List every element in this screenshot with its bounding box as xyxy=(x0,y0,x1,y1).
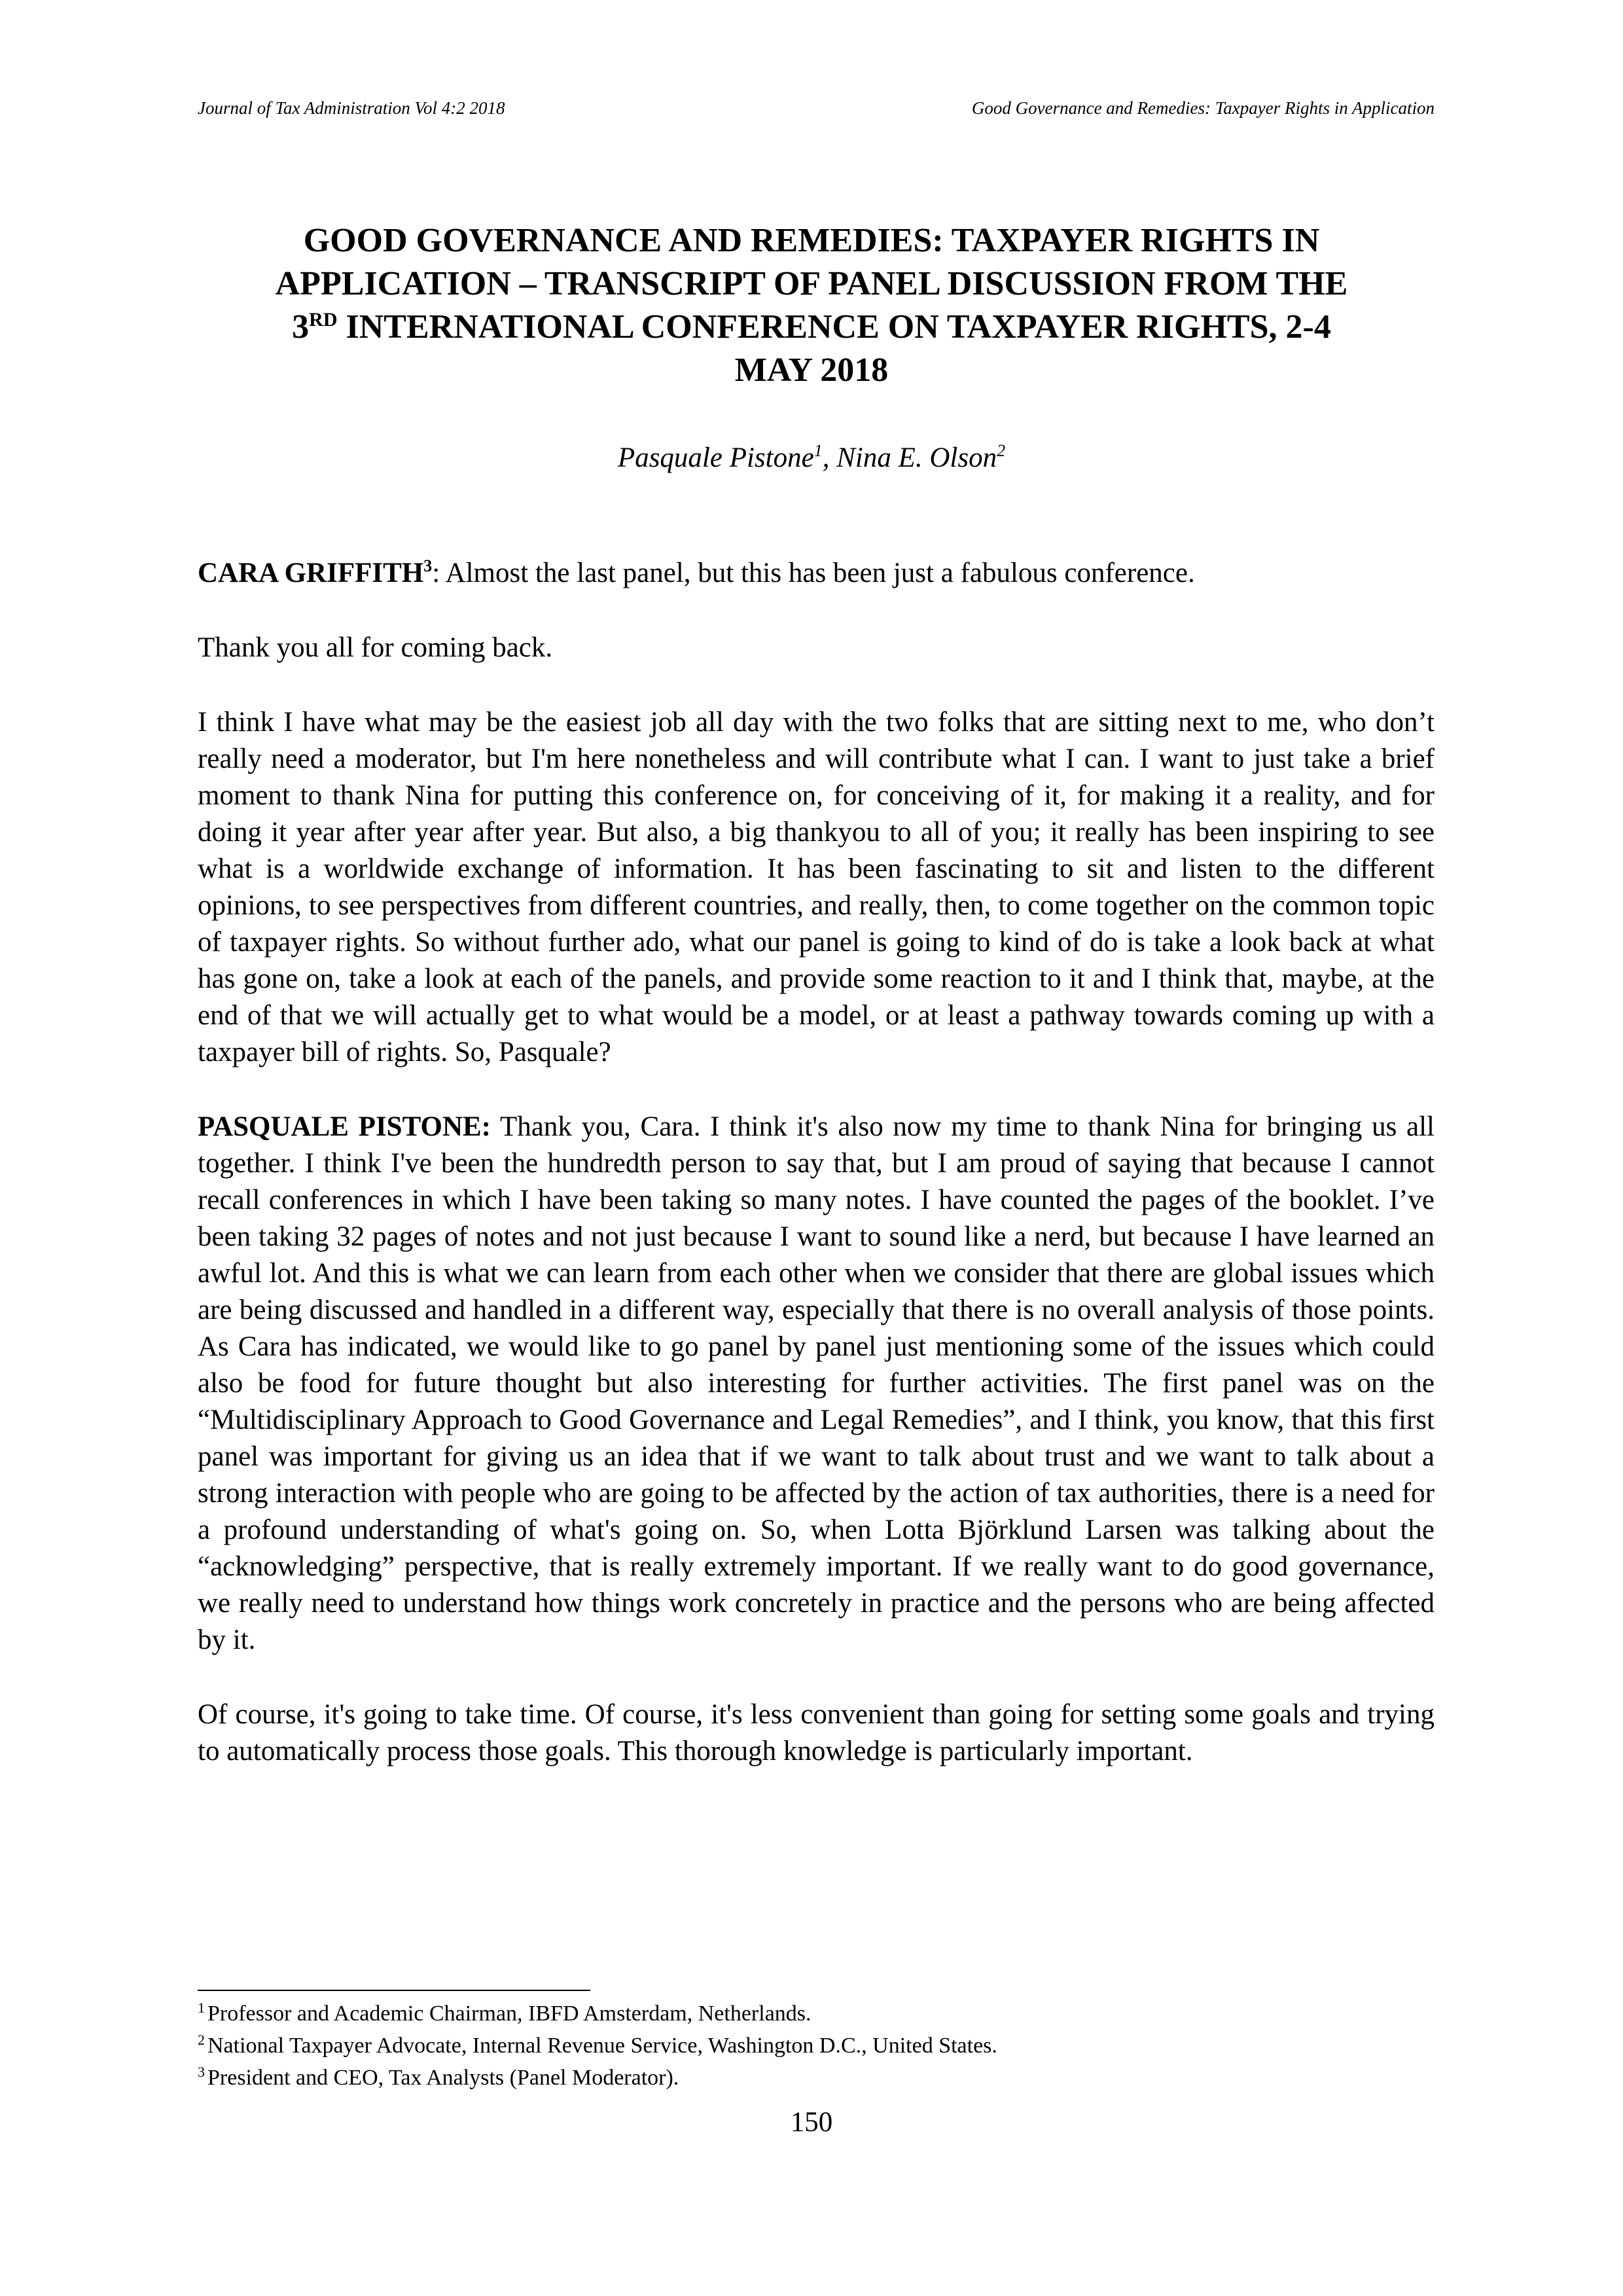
paragraph-text: : Almost the last panel, but this has been just a fabulous conference. xyxy=(432,558,1195,588)
footnote-ref[interactable]: 2 xyxy=(997,441,1006,460)
title-line: APPLICATION – TRANSCRIPT OF PANEL DISCUSSION FROM THE xyxy=(275,265,1348,302)
paragraph-text: Thank you, Cara. I think it's also now my time to thank Nina for bringing us all together. I think I've been the hundredth person to say that, but I am proud of saying that because I cannot recall conferences in which I have been taking so many notes. I have counted the pages of the booklet. I’ve been taking 32 pages of notes and not just because I want to sound like a nerd, but because I have learned an awful lot. And this is what we can learn from each other when we consider that there are global issues which are being discussed and handled in a different way, especially that there is no overall analysis of those points. As Cara has indicated, we would like to go panel by panel just mentioning some of the issues which could also be food for future thought but also interesting for further activities. The first panel was on the “Multidisciplinary Approach to Good Governance and Legal Remedies”, and I think, you know, that this first panel was important for giving us an idea that if we want to talk about trust and we want to talk about a strong interaction with people who are going to be affected by the action of tax authorities, there is a need for a profound understanding of what's going on. So, when Lotta Björklund Larsen was talking about the “acknowledging” perspective, that is really extremely important. If we really want to do good governance, we really need to understand how things work concretely in practice and the persons who are being affected by it. xyxy=(198,1111,1435,1655)
footnote-text: President and CEO, Tax Analysts (Panel Moderator). xyxy=(207,2066,679,2090)
footnotes xyxy=(198,1998,1435,2094)
footnote-ref[interactable]: 1 xyxy=(813,441,823,460)
page-number: 150 xyxy=(790,2107,833,2138)
title-line-rest: INTERNATIONAL CONFERENCE ON TAXPAYER RIGHTS, 2-4 xyxy=(337,308,1331,346)
footnote-number: 2 xyxy=(198,2032,205,2048)
author-line xyxy=(177,442,1446,474)
author-separator: , xyxy=(822,442,837,473)
footnote-ref[interactable]: 3 xyxy=(423,556,433,575)
footnote-text: National Taxpayer Advocate, Internal Revenue Service, Washington D.C., United States. xyxy=(207,2034,997,2058)
title-line xyxy=(177,306,1446,349)
footnote-number: 3 xyxy=(198,2064,205,2080)
footnote xyxy=(198,2062,1435,2094)
paragraph: Thank you all for coming back. xyxy=(198,632,553,663)
author-name: Nina E. Olson xyxy=(836,442,997,473)
footnote xyxy=(198,1998,1435,2030)
title-line: MAY 2018 xyxy=(734,351,889,389)
paragraph xyxy=(198,1109,1435,1659)
paragraph xyxy=(198,555,1435,592)
article-body xyxy=(198,555,1435,1808)
running-header-article: Good Governance and Remedies: Taxpayer Rights in Application xyxy=(971,98,1435,118)
footnote-text: Professor and Academic Chairman, IBFD Amsterdam, Netherlands. xyxy=(207,2001,812,2026)
speaker-name: PASQUALE PISTONE: xyxy=(198,1111,491,1142)
title-ordinal-number: 3 xyxy=(292,308,310,346)
paragraph: I think I have what may be the easiest job all day with the two folks that are sitting next to me, who don’t really need a moderator, but I'm here nonetheless and will contribute what I can. I want to just take a brief moment to thank Nina for putting this conference on, for conceiving of it, for making it a reality, and for doing it year after year after year. But also, a big thankyou to all of you; it really has been inspiring to see what is a worldwide exchange of information. It has been fascinating to sit and listen to the different opinions, to see perspectives from different countries, and really, then, to come together on the common topic of taxpayer rights. So without further ado, what our panel is going to kind of do is take a look back at what has gone on, take a look at each of the panels, and provide some reaction to it and I think that, maybe, at the end of that we will actually get to what would be a model, or at least a pathway towards coming up with a taxpayer bill of rights. So, Pasquale? xyxy=(198,707,1435,1067)
footnote-number: 1 xyxy=(198,2000,205,2016)
footnote xyxy=(198,2030,1435,2062)
running-header-journal: Journal of Tax Administration Vol 4:2 2018 xyxy=(198,98,505,118)
title-ordinal-suffix: RD xyxy=(309,309,338,331)
article-title xyxy=(177,219,1446,392)
paragraph: Of course, it's going to take time. Of course, it's less convenient than going for setting some goals and trying to automatically process those goals. This thorough knowledge is particularly important. xyxy=(198,1699,1435,1767)
author-name: Pasquale Pistone xyxy=(617,442,814,473)
speaker-name: CARA GRIFFITH xyxy=(198,558,424,588)
title-line: GOOD GOVERNANCE AND REMEDIES: TAXPAYER RIGHTS IN xyxy=(303,222,1320,259)
footnote-separator xyxy=(198,1990,590,1991)
